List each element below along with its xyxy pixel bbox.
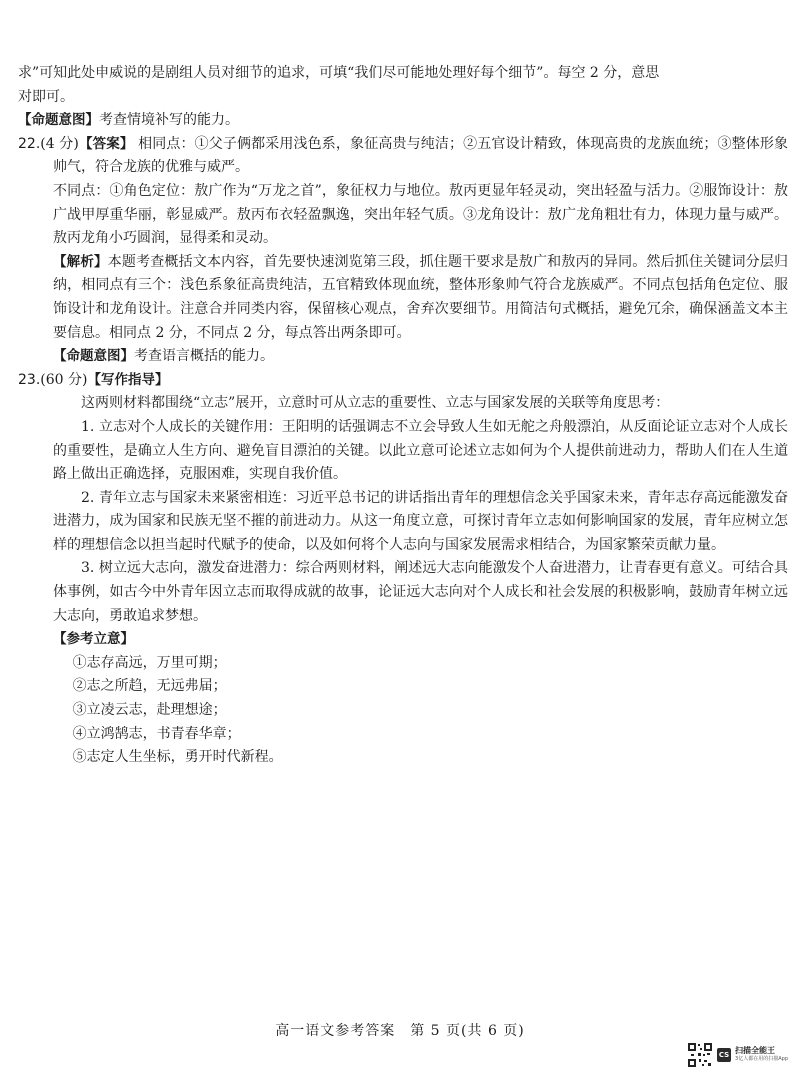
q23-intro: 这两则材料都围绕“立志”展开，立意时可从立志的重要性、立志与国家发展的关联等角度思考： (81, 395, 670, 412)
intent-text: 考查情境补写的能力。 (99, 112, 239, 129)
q22-intent (18, 345, 788, 369)
q23-score: (60 分) (40, 371, 88, 388)
scanner-subtitle: 3亿人都在用的扫描App (735, 1056, 788, 1062)
qr-code-icon (687, 1042, 713, 1068)
q22-answer (18, 133, 788, 180)
q23-point-3: 3. 树立远大志向，激发奋进潜力：综合两则材料，阐述远大志向能激发个人奋进潜力，让青春更有意义。可结合具体事例，如古今中外青年因立志而取得成就的故事，论证远大志向对个人成长和社会发展的积极影响，鼓励青年树立远大志向，勇敢追求梦想。 (53, 560, 788, 624)
scanner-text (735, 1046, 788, 1064)
analysis-tag: 【解析】 (53, 253, 108, 270)
reference-item: ①志存高远，万里可期； (72, 654, 227, 671)
page-footer: 高一语文参考答案 第 5 页(共 6 页) (275, 1023, 525, 1039)
q22-intent-text: 考查语言概括的能力。 (134, 348, 274, 365)
q21-intent (18, 109, 788, 133)
q23-reference-header (18, 628, 788, 652)
reference-item: ④立鸿鹄志，书青春华章； (72, 725, 241, 742)
continuation-line-1: 求”可知此处申威说的是剧组人员对细节的追求，可填“我们尽可能地处理好每个细节”。每空 2 分，意思 (18, 65, 660, 81)
q22-differences: 不同点：①角色定位：敖广作为“万龙之首”，象征权力与地位。敖丙更显年轻灵动，突出轻盈与活力。②服饰设计：敖广战甲厚重华丽，彰显威严。敖丙布衣轻盈飘逸，突出年轻气质。③龙角设计：敖广龙角粗壮有力，体现力量与威严。敖丙龙角小巧圆润，显得柔和灵动。 (53, 182, 788, 247)
q23-point-1: 1. 立志对个人成长的关键作用：王阳明的话强调志不立会导致人生如无舵之舟般漂泊，从反面论证立志对个人成长的重要性，是确立人生方向、避免盲目漂泊的关键。以此立意可论述立志如何为个人提供前进动力，帮助人们在人生道路上做出正确选择，克服困难，实现自我价值。 (53, 418, 788, 483)
writing-guide-tag: 【写作指导】 (87, 371, 169, 388)
intent-tag: 【命题意图】 (18, 112, 99, 129)
scanner-name: 扫描全能王 (735, 1046, 776, 1055)
q23-header (18, 369, 788, 393)
reference-item: ②志之所趋，无远弗届； (72, 678, 227, 695)
answer-tag: 【答案】 (78, 135, 134, 152)
q22-score: (4 分) (40, 135, 79, 152)
intent-tag-22: 【命题意图】 (53, 348, 134, 365)
question-number-23: 23. (18, 371, 41, 388)
q22-analysis (18, 251, 788, 345)
reference-item: ⑤志定人生坐标，勇开时代新程。 (72, 749, 283, 766)
scanner-logo-icon: CS (717, 1048, 731, 1062)
q22-analysis-text: 本题考查概括文本内容，首先要快速浏览第三段，抓住题干要求是敖广和敖丙的异同。然后抓住关键词分层归纳，相同点有三个：浅色系象征高贵纯洁，五官精致体现血统，整体形象帅气符合龙族威严。不同点包括角色定位、服饰设计和龙角设计。注意合并同类内容，保留核心观点，舍弃次要细节。用简洁句式概括，避免冗余，确保涵盖文本主要信息。相同点 2 分，不同点 2 分，每点答出两条即可。 (53, 253, 789, 341)
reference-tag: 【参考立意】 (53, 631, 134, 648)
answer-page-content (18, 62, 788, 770)
q21-answer-continuation (18, 62, 788, 109)
q23-point-2: 2. 青年立志与国家未来紧密相连：习近平总书记的讲话指出青年的理想信念关乎国家未来，青年志存高远能激发奋进潜力，成为国家和民族无坚不摧的前进动力。从这一角度立意，可探讨青年立志如何影响国家的发展，青年应树立怎样的理想信念以担当起时代赋予的使命，以及如何将个人志向与国家发展需求相结合，为国家繁荣贡献力量。 (53, 489, 788, 553)
question-number-22: 22. (18, 135, 41, 152)
reference-item: ③立凌云志，赴理想途； (72, 702, 227, 719)
scanner-watermark (687, 1042, 788, 1068)
q22-answer-text: 相同点：①父子俩都采用浅色系，象征高贵与纯洁；②五官设计精致，体现高贵的龙族血统；③整体形象帅气，符合龙族的优雅与威严。 (53, 135, 789, 176)
continuation-line-2: 对即可。 (18, 88, 74, 105)
